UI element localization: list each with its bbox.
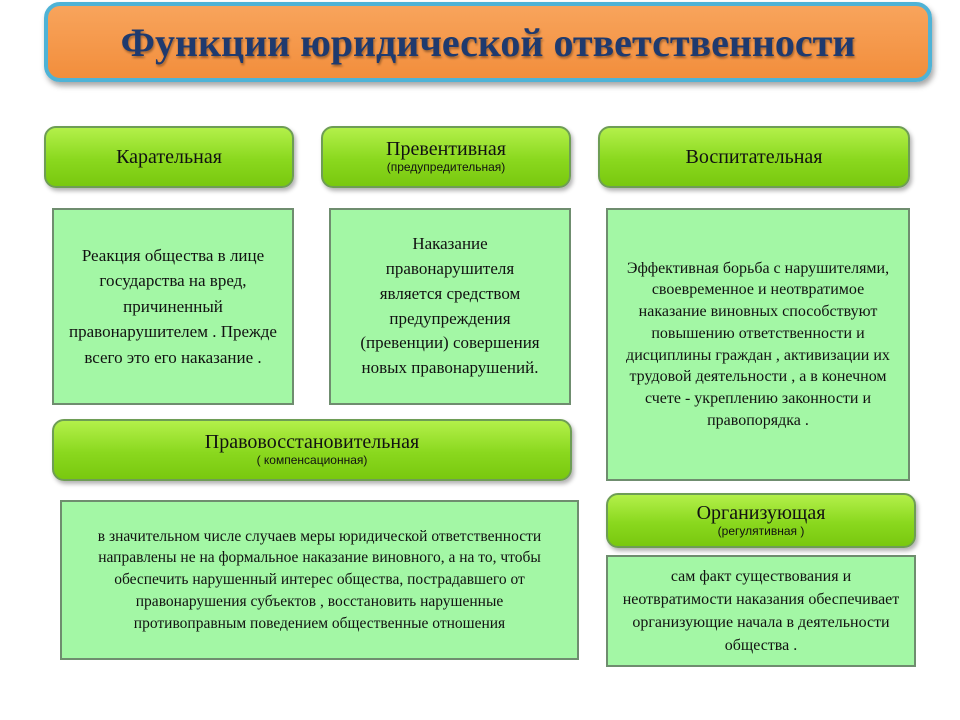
punitive-description-box — [52, 208, 294, 405]
organizing-description-box — [606, 555, 916, 667]
organizing-label: Организующая — [696, 501, 826, 524]
restorative-header — [52, 419, 572, 481]
preventive-label: Превентивная — [386, 138, 506, 161]
restorative-sublabel: ( компенсационная) — [256, 453, 368, 468]
restorative-label: Правовосстановительная — [204, 431, 420, 454]
restorative-description: в значительном числе случаев меры юридической ответственности направлены не на формальное наказание виновного, а на то, чтобы обеспечить нарушенный интерес общества, пострадавшего от правонарушения субъектов , восстановить нарушенные противоправным поведением общественные отношения — [97, 527, 542, 632]
title-banner — [44, 2, 932, 82]
educational-description: Эффективная борьба с нарушителями, своевременное и неотвратимое наказание виновных способствуют повышению ответственности и дисциплины граждан , активизации их трудовой деятельности , а в конечном счете - укреплению законности и правопорядка . — [626, 259, 890, 429]
preventive-description: Наказание правонарушителя является средством предупреждения (превенции) совершения новых правонарушений. — [360, 234, 540, 378]
preventive-header — [321, 126, 571, 188]
restorative-description-box — [60, 500, 579, 660]
page-title: Функции юридической ответственности — [120, 19, 856, 65]
organizing-header — [606, 493, 916, 548]
organizing-sublabel: (регулятивная ) — [717, 523, 805, 538]
punitive-description: Реакция общества в лице государства на вред, причиненный правонарушителем . Прежде всего это его наказание . — [69, 245, 277, 367]
organizing-description: сам факт существования и неотвратимости наказания обеспечивает организующие начала в деятельности общества . — [622, 567, 900, 655]
preventive-sublabel: (предупредительная) — [386, 160, 506, 175]
punitive-label: Карательная — [116, 145, 222, 168]
punitive-header — [44, 126, 294, 188]
educational-description-box — [606, 208, 910, 481]
preventive-description-box — [329, 208, 571, 405]
educational-label: Воспитательная — [685, 145, 823, 168]
educational-header — [598, 126, 910, 188]
